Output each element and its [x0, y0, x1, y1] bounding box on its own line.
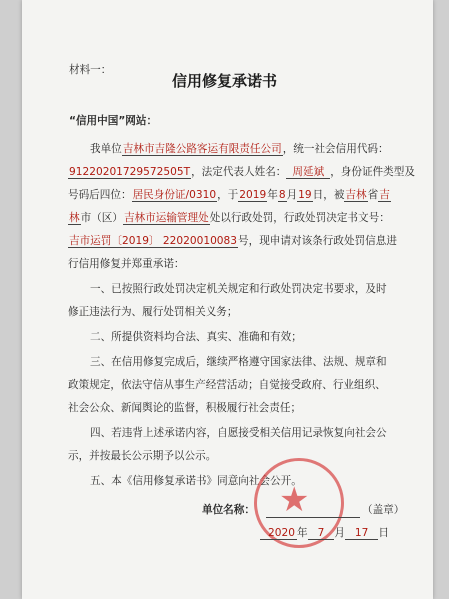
province: 吉林 — [345, 189, 367, 201]
text: 年 — [296, 527, 308, 539]
agency: 吉林市运输管理处 — [123, 212, 209, 224]
body-line-4 — [68, 211, 390, 225]
document-page — [22, 0, 433, 599]
text: ，统一社会信用代码： — [282, 143, 389, 155]
commitment-line: 四、若违背上述承诺内容，自愿接受相关信用记录恢复向社会公 — [90, 427, 387, 439]
commitment-line: 二、所提供资料均合法、真实、准确和有效； — [90, 331, 302, 343]
unit-name-label: 单位名称： — [202, 504, 255, 516]
text: ，法定代表人姓名： — [191, 166, 287, 178]
recipient: “信用中国”网站： — [69, 115, 158, 127]
city-part: 林 — [69, 212, 80, 224]
company-name: 吉林市吉隆公路客运有限责任公司 — [122, 143, 282, 155]
commitment-line: 社会公众、新闻舆论的监督，积极履行社会责任； — [68, 402, 302, 414]
commitment-line: 示，并按最长公示期予以公示。 — [68, 450, 217, 462]
text: 省 — [367, 189, 379, 201]
body-line-6: 行信用修复并郑重承诺： — [68, 258, 185, 270]
unit-name-line — [266, 503, 360, 518]
text: 处以行政处罚，行政处罚决定书文号： — [209, 212, 390, 224]
material-label: 材料一： — [69, 64, 112, 76]
text: 日 — [378, 527, 389, 539]
text: 号，现申请对该条行政处罚信息进 — [238, 235, 397, 247]
penalty-day: 19 — [298, 189, 312, 201]
city-part: 吉 — [379, 189, 390, 201]
commitment-line: 一、已按照行政处罚决定机关规定和行政处罚决定书要求，及时 — [90, 283, 387, 295]
commitment-line: 政策规定，依法守信从事生产经营活动；自觉接受政府、行业组织、 — [68, 379, 386, 391]
commitment-line: 五、本《信用修复承诺书》同意向社会公开。 — [90, 475, 302, 487]
sign-month: 7 — [308, 527, 335, 540]
text: 我单位 — [90, 143, 122, 155]
legal-rep-name: 周延斌 — [286, 166, 330, 179]
sign-date — [260, 526, 389, 540]
page-title: 信用修复承诺书 — [172, 72, 278, 90]
text: 号码后四位： — [68, 189, 132, 201]
text: ，于 — [217, 189, 239, 201]
penalty-year: 2019 — [239, 189, 267, 201]
commitment-line: 三、在信用修复完成后，继续严格遵守国家法律、法规、规章和 — [90, 356, 387, 368]
text: 日，被 — [312, 189, 345, 201]
seal-star-icon: ★ — [279, 480, 310, 520]
stamp-label: （盖章） — [362, 504, 405, 516]
sign-year: 2020 — [260, 527, 297, 540]
body-line-2 — [68, 165, 415, 179]
text: 年 — [267, 189, 278, 201]
text: ，身份证件类型及 — [330, 166, 415, 178]
sign-day: 17 — [345, 527, 378, 540]
credit-code: 91220201729572505T — [69, 166, 191, 178]
id-info: 居民身份证/0310 — [132, 189, 217, 201]
commitment-line: 修正违法行为、履行处罚相关义务； — [68, 306, 238, 318]
text: 市（区） — [80, 212, 123, 224]
text: 月 — [286, 189, 298, 201]
body-line-3 — [68, 188, 391, 202]
decision-number: 吉市运罚〔2019〕 22020010083 — [69, 235, 238, 247]
body-line-1 — [90, 142, 389, 156]
text: 月 — [334, 527, 345, 539]
body-line-5 — [68, 234, 397, 248]
penalty-month: 8 — [278, 189, 286, 201]
